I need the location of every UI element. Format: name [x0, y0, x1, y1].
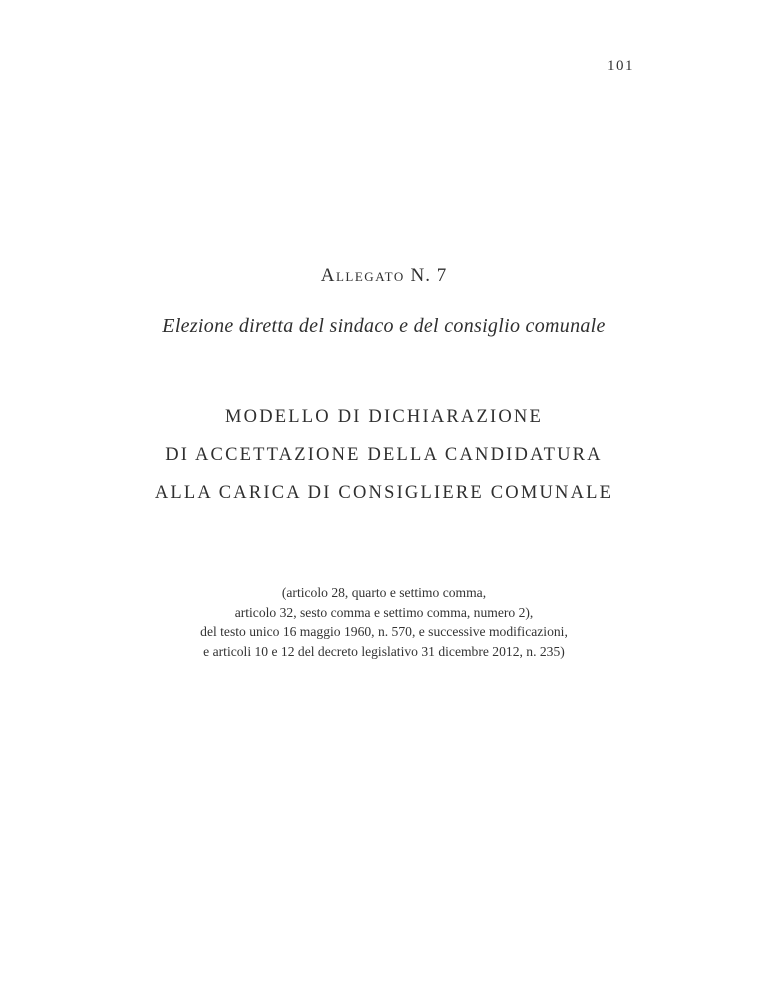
reference-line: articolo 32, sesto comma e settimo comma, numero 2),	[234, 604, 534, 620]
reference-line: e articoli 10 e 12 del decreto legislativo 31 dicembre 2012, n. 235)	[203, 643, 565, 659]
model-title-line: DI ACCETTAZIONE DELLA CANDIDATURA	[165, 445, 603, 465]
model-title-line: ALLA CARICA DI CONSIGLIERE COMUNALE	[154, 483, 614, 503]
reference-line: del testo unico 16 maggio 1960, n. 570, e successive modificazioni,	[200, 624, 568, 639]
page-number: 101	[607, 58, 634, 74]
model-title	[0, 398, 768, 512]
annex-heading	[0, 265, 768, 287]
legal-references	[0, 583, 768, 661]
annex-number: N. 7	[410, 265, 448, 286]
model-title-line: MODELLO DI DICHIARAZIONE	[225, 407, 543, 427]
reference-line: (articolo 28, quarto e settimo comma,	[281, 585, 487, 600]
annex-label: Allegato	[320, 265, 405, 286]
document-subtitle: Elezione diretta del sindaco e del consiglio comunale	[162, 315, 606, 337]
